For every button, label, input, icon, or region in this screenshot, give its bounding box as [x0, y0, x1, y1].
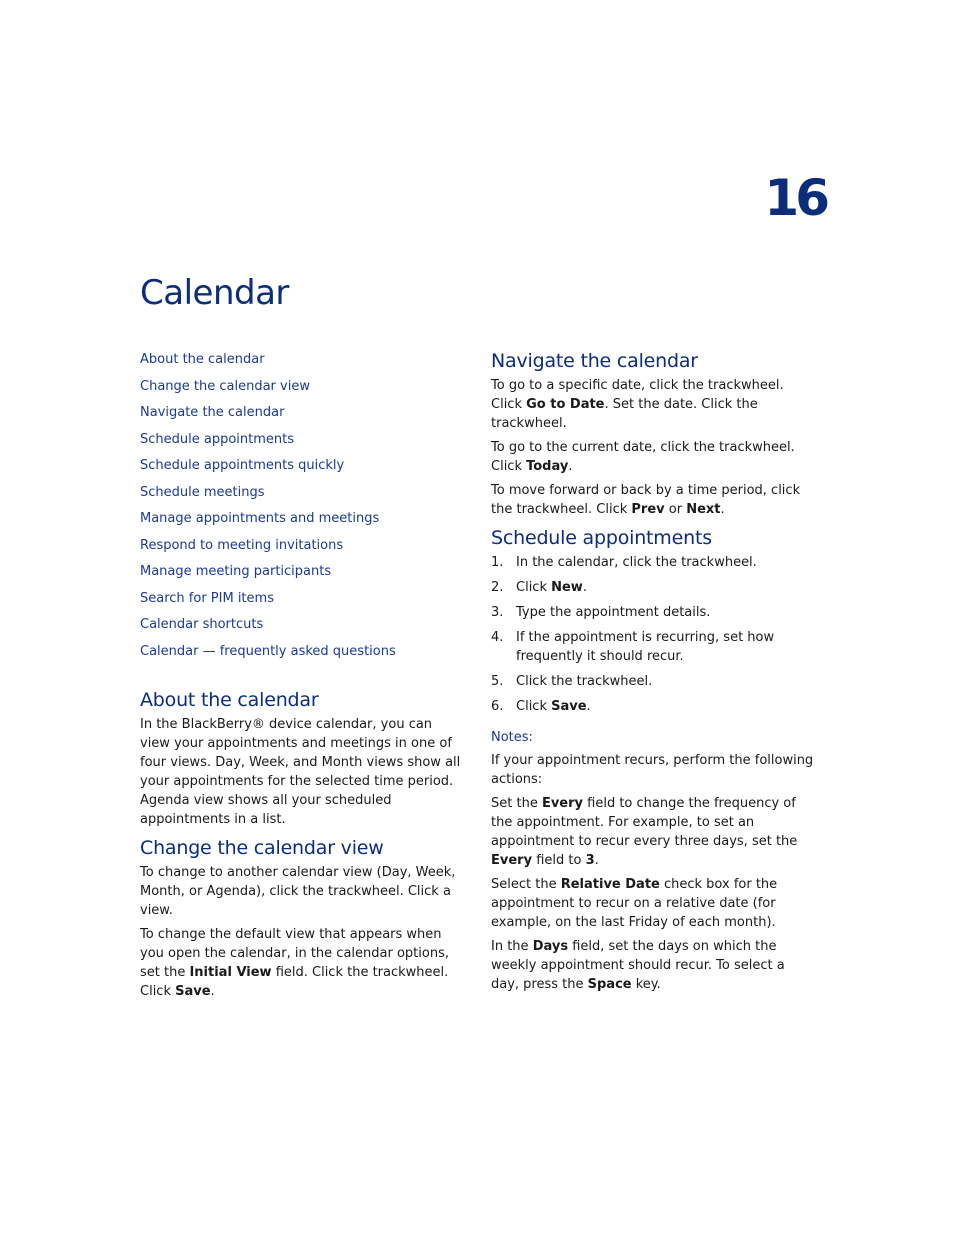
text-run: field to [532, 853, 586, 868]
toc-item [140, 588, 460, 615]
toc-link-manage-meeting-participants[interactable]: Manage meeting participants [140, 564, 332, 579]
notes-paragraph-3 [491, 875, 816, 932]
toc-link-schedule-appointments-quickly[interactable]: Schedule appointments quickly [140, 458, 345, 473]
page-title: Calendar [140, 273, 289, 313]
toc-item [140, 376, 460, 403]
days-term: Days [532, 939, 569, 954]
navigate-heading: Navigate the calendar [491, 350, 698, 372]
step-number: 4. [491, 630, 504, 645]
prev-term: Prev [631, 502, 665, 517]
space-term: Space [587, 977, 632, 992]
schedule-section [491, 525, 816, 999]
step-text: Click the trackwheel. [516, 674, 653, 689]
text-run: . [720, 502, 725, 517]
text-run: field to change the frequency of the appointment. For example, to set an appointment to recur every three days, set the [491, 796, 798, 849]
value-term: 3 [585, 853, 595, 868]
table-of-contents [140, 349, 460, 667]
step-number: 1. [491, 555, 504, 570]
toc-item [140, 641, 460, 668]
navigate-paragraph-1 [491, 376, 816, 433]
text-run: To go to the current date, click the trackwheel. Click [491, 440, 795, 474]
toc-item [140, 508, 460, 535]
text-run: To move forward or back by a time period, click the trackwheel. Click [491, 483, 801, 517]
toc-link-schedule-appointments[interactable]: Schedule appointments [140, 431, 295, 447]
text-run: . [568, 459, 573, 474]
text-run: Select the [491, 877, 561, 892]
save-term: Save [551, 699, 587, 714]
toc-link-respond-to-meeting-invitations[interactable]: Respond to meeting invitations [140, 537, 344, 553]
notes-paragraph-2 [491, 794, 816, 870]
notes-paragraph-1: If your appointment recurs, perform the following actions: [491, 753, 814, 787]
toc-link-about-the-calendar[interactable]: About the calendar [140, 352, 265, 367]
step-text: . [586, 699, 591, 714]
next-term: Next [686, 502, 721, 517]
toc-link-schedule-meetings[interactable]: Schedule meetings [140, 484, 265, 500]
toc-item [140, 402, 460, 429]
text-run: Set the [491, 796, 542, 811]
step-number: 6. [491, 699, 504, 714]
steps-list [491, 553, 816, 716]
navigate-paragraph-3 [491, 481, 816, 519]
toc-item [140, 535, 460, 562]
toc-link-navigate-the-calendar[interactable]: Navigate the calendar [140, 405, 285, 420]
toc-link-change-the-calendar-view[interactable]: Change the calendar view [140, 378, 310, 394]
toc-item [140, 561, 460, 588]
about-section [140, 687, 465, 834]
text-run: key. [631, 977, 661, 992]
toc-link-calendar-shortcuts[interactable]: Calendar shortcuts [140, 617, 264, 632]
step-item [491, 603, 816, 622]
step-item [491, 697, 816, 716]
relative-date-term: Relative Date [560, 877, 660, 892]
go-to-date-term: Go to Date [526, 397, 605, 412]
step-text: Click [516, 580, 552, 595]
text-run: field, set the days on which the weekly appointment should recur. To select a day, press the [491, 939, 785, 992]
text-run: field. Click the trackwheel. Click [140, 965, 449, 999]
change-view-heading: Change the calendar view [140, 837, 384, 859]
step-number: 2. [491, 580, 504, 595]
step-text: Type the appointment details. [516, 605, 711, 620]
step-text: . [582, 580, 587, 595]
change-view-section [140, 835, 465, 1006]
step-text: Click [516, 699, 552, 714]
toc-link-search-for-pim-items[interactable]: Search for PIM items [140, 590, 274, 606]
change-view-paragraph-1: To change to another calendar view (Day, Week, Month, or Agenda), click the trackwheel. Click a view. [140, 865, 456, 918]
step-text: In the calendar, click the trackwheel. [516, 555, 757, 570]
new-term: New [551, 580, 583, 595]
toc-item [140, 482, 460, 509]
toc-link-calendar-faq[interactable]: Calendar — frequently asked questions [140, 643, 396, 659]
step-item [491, 553, 816, 572]
text-run: check box for the appointment to recur on a relative date (for example, on the last Friday of each month). [491, 877, 778, 930]
schedule-heading: Schedule appointments [491, 527, 712, 549]
every-term: Every [541, 796, 584, 811]
step-number: 5. [491, 674, 504, 689]
text-run: . [594, 853, 599, 868]
every-term: Every [491, 853, 533, 868]
about-body: In the BlackBerry® device calendar, you can view your appointments and meetings in one of four views. Day, Week, and Month views show all your appointments for the selected time period. Agenda view shows all your scheduled appointments in a list. [140, 717, 461, 827]
chapter-number: 16 [764, 169, 826, 227]
text-run: . Set the date. Click the trackwheel. [491, 397, 758, 431]
text-run: . [210, 984, 215, 999]
toc-item [140, 349, 460, 376]
navigate-paragraph-2 [491, 438, 816, 476]
initial-view-term: Initial View [189, 965, 272, 980]
notes-label: Notes: [491, 730, 533, 745]
today-term: Today [526, 459, 569, 474]
about-heading: About the calendar [140, 689, 319, 711]
step-number: 3. [491, 605, 504, 620]
text-run: To go to a specific date, click the trackwheel. Click [491, 378, 784, 412]
step-item [491, 628, 816, 666]
navigate-section [491, 348, 816, 524]
save-term: Save [175, 984, 211, 999]
change-view-paragraph-2 [140, 925, 465, 1001]
toc-item [140, 455, 460, 482]
text-run: To change the default view that appears when you open the calendar, in the calendar options, set the [140, 927, 449, 980]
toc-link-manage-appointments-and-meetings[interactable]: Manage appointments and meetings [140, 511, 380, 526]
toc-item [140, 429, 460, 456]
text-run: or [664, 502, 687, 517]
notes-paragraph-4 [491, 937, 816, 994]
step-item [491, 578, 816, 597]
text-run: In the [491, 939, 533, 954]
step-text: If the appointment is recurring, set how frequently it should recur. [516, 630, 775, 664]
toc-item [140, 614, 460, 641]
step-item [491, 672, 816, 691]
